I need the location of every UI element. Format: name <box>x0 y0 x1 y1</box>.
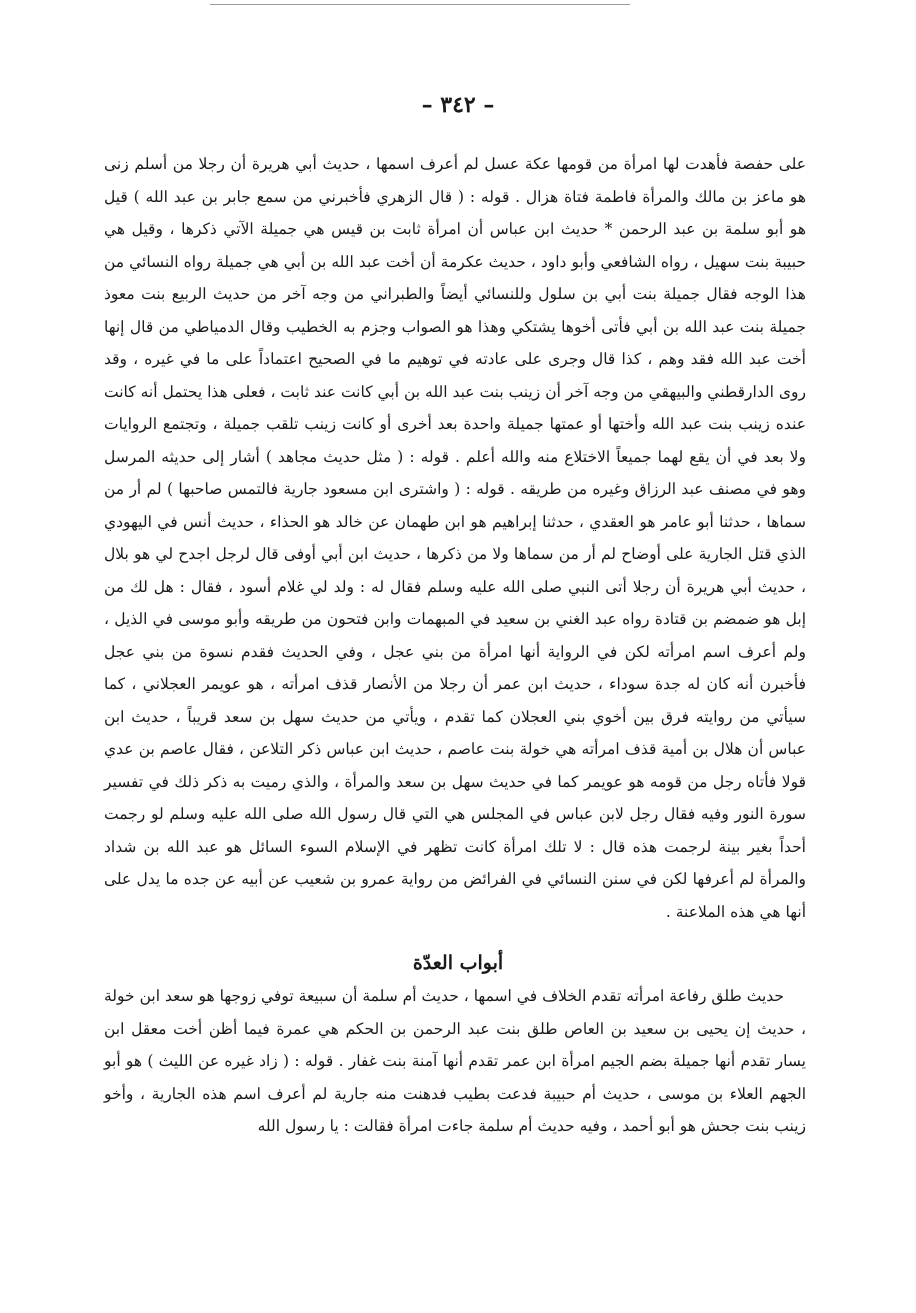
main-text-block <box>104 148 806 928</box>
section-paragraph: حديث طلق رفاعة امرأته تقدم الخلاف في اسمها ، حديث أم سلمة أن سبيعة توفي زوجها هو سعد ابن خولة ، حديث إن يحيى بن سعيد بن العاص طلق بنت عبد الرحمن بن الحكم هي عمرة فيما أظن أخت معقل ابن يسار تقدم أنها جميلة بضم الجيم امرأة ابن عمر تقدم أنها آمنة بنت غفار . قوله : ( زاد غيره عن الليث ) هو أبو الجهم العلاء بن موسى ، حديث أم حبيبة فدعت بطيب فدهنت منه جارية لم أعرف اسم هذه الجارية ، وأخو زينب بنت جحش هو أبو أحمد ، وفيه حديث أم سلمة جاءت امرأة فقالت : يا رسول الله <box>104 987 806 1135</box>
section-text-block <box>104 980 806 1143</box>
page-number: – ٣٤٢ – <box>421 92 495 118</box>
main-paragraph: على حفصة فأهدت لها امرأة من قومها عكة عسل لم أعرف اسمها ، حديث أبي هريرة أن رجلا من أسلم زنى هو ماعز بن مالك والمرأة فاطمة فتاة هزال . قوله : ( قال الزهري فأخبرني من سمع جابر بن عبد الله ) قيل هو أبو سلمة بن عبد الرحمن * حديث ابن عباس أن امرأة ثابت بن قيس هي جميلة الآتي ذكرها ، وقيل هي حبيبة بنت سهيل ، رواه الشافعي وأبو داود ، حديث عكرمة أن أخت عبد الله بن أبي هي جميلة رواه النسائي من هذا الوجه فقال جميلة بنت أبي بن سلول وللنسائي أيضاً والطبراني من وجه آخر من حديث الربيع بنت معوذ جميلة بنت عبد الله بن أبي فأتى أخوها يشتكي وهذا هو الصواب وجزم به الخطيب وقال الدمياطي من قال إنها أخت عبد الله فقد وهم ، كذا قال وجرى على عادته في توهيم ما في الصحيح اعتماداً على ما في غيره ، وقد روى الدارقطني والبيهقي من وجه آخر أن زينب بنت عبد الله بن أبي كانت عند ثابت ، فعلى هذا يحتمل أنه كانت عنده زينب بنت عبد الله وأختها أو عمتها جميلة واحدة بعد أخرى أو كانت زينب تلقب جميلة ، وتجتمع الروايات ولا بعد في أن يقع لهما جميعاً الاختلاع منه والله أعلم . قوله : ( مثل حديث مجاهد ) أشار إلى حديثه المرسل وهو في مصنف عبد الرزاق وغيره من طريقه . قوله : ( واشترى ابن مسعود جارية فالتمس صاحبها ) لم أر من سماها ، حدثنا أبو عامر هو العقدي ، حدثنا إبراهيم هو ابن طهمان عن خالد هو الحذاء ، حديث أنس في اليهودي الذي قتل الجارية على أوضاح لم أر من سماها ولا من ذكرها ، حديث ابن أبي أوفى قال لرجل اجدح لي هو بلال ، حديث أبي هريرة أن رجلا أتى النبي صلى الله عليه وسلم فقال له : ولد لي غلام أسود ، فقال : هل لك من إبل هو ضمضم بن قتادة رواه عبد الغني بن سعيد في المبهمات وابن فتحون من طريقه وأبو موسى في الذيل ، ولم أعرف اسم امرأته لكن في الرواية أنها امرأة من بني عجل ، وفي الحديث فقدم نسوة من بني عجل فأخبرن أنه كان له جدة سوداء ، حديث ابن عمر أن رجلا من الأنصار قذف امرأته ، هو عويمر العجلاني ، كما سيأتي من روايته فرق بين أخوي بني العجلان كما تقدم ، ويأتي من حديث سهل بن سعد قريباً ، حديث ابن عباس أن هلال بن أمية قذف امرأته هي خولة بنت عاصم ، حديث ابن عباس ذكر التلاعن ، فقال عاصم بن عدي قولا فأتاه رجل من قومه هو عويمر كما في حديث سهل بن سعد والمرأة ، والذي رميت به ذكر ذلك في تفسير سورة النور وفيه فقال رجل لابن عباس في المجلس هي التي قال رسول الله صلى الله عليه وسلم لو رجمت أحداً بغير بينة لرجمت هذه قال : لا تلك امرأة كانت تظهر في الإسلام السوء السائل هو عبد الله بن شداد والمرأة لم أعرفها لكن في سنن النسائي في الفرائض من رواية عمرو بن شعيب عن أبيه عن جده ما يدل على أنها هي هذه الملاعنة . <box>104 155 806 921</box>
top-rule <box>210 4 630 5</box>
section-title: أبواب العدّة <box>412 952 504 974</box>
